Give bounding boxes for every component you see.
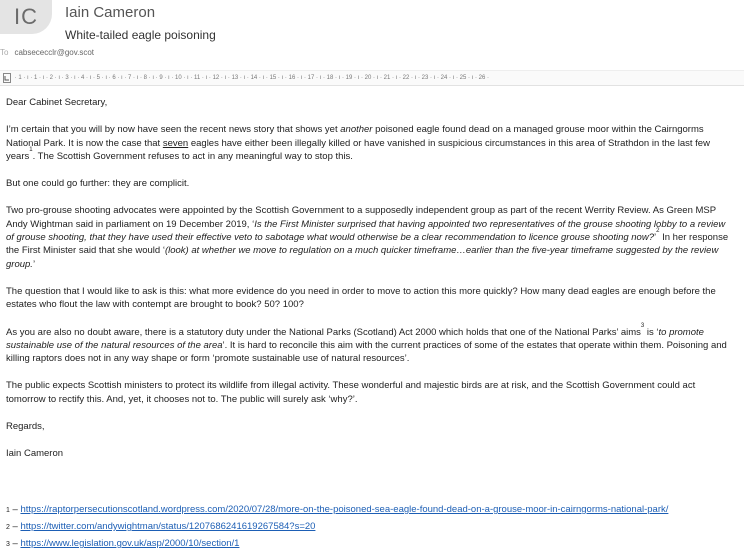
footnote-ref-3[interactable]: 3 (640, 322, 645, 329)
avatar: IC (0, 0, 52, 34)
footnote-link-1[interactable]: https://raptorpersecutionscotland.wordpress.com/2020/07/28/more-on-the-poisoned-sea-eagle-found-dead-on-a-grouse-moor-in-cairngorms-national-park/ (20, 504, 669, 515)
footnote-link-2[interactable]: https://twitter.com/andywightman/status/1207686241619267584?s=20 (20, 521, 316, 532)
recipient-row (0, 48, 94, 57)
paragraph-1: I’m certain that you will by now have seen the recent news story that shows yet another poisoned eagle found dead on a managed grouse moor within the Cairngorms National Park. It is now the case that seven eagles have either been illegally killed or have vanished in suspicious circumstances in this area of Strathdon in the last few years$^1$. The Scottish Government refuses to act in any meaningful way to stop this. (6, 124, 710, 162)
footnote-3: 3 – https://www.legislation.gov.uk/asp/2000/10/section/1 (6, 538, 240, 549)
tab-stop-icon[interactable] (3, 73, 11, 83)
paragraph-6: The public expects Scottish ministers to protect its wildlife from illegal activity. These wonderful and majestic birds are at risk, and the Scottish Government could act tomorrow to rectify this. And, yet, it chooses not to. The public will surely ask ‘why?’. (6, 380, 696, 405)
paragraph-3: Two pro-grouse shooting advocates were appointed by the Scottish Government to a supposedly independent group as part of the recent Werrity Review. As Green MSP Andy Wightman said in parliament on 19 December 2019, ‘Is the First Minister surprised that having appointed two representatives of the grouse shooting lobby to a review of grouse shooting, that they have used their effective veto to sabotage what would otherwise be a clear recommendation to licence grouse shooting now?’$^2$ In her response the First Minister said that she would ‘(look) at whether we move to regulation on a much quicker timeframe…earlier than the five-year timeframe suggested by the review group.’ (6, 205, 729, 270)
greeting: Dear Cabinet Secretary, (6, 97, 108, 108)
email-subject: White-tailed eagle poisoning (65, 28, 216, 42)
footnotes (6, 502, 668, 553)
footnote-ref-2[interactable]: 2 (656, 228, 660, 235)
paragraph-5: As you are also no doubt aware, there is a statutory duty under the National Parks (Scotland) Act 2000 which holds that one of the National Parks’ aims$^3$ is ‘to promote sustainable use of the natural resources of the area’. It is hard to reconcile this aim with the current practices of some of the estates that operate within them. Poisoning and killing raptors does not in any way shape or form ‘promote sustainable use of natural resources’. (6, 322, 727, 365)
paragraph-2: But one could go further: they are complicit. (6, 178, 190, 190)
ruler[interactable] (0, 70, 744, 86)
paragraph-4: The question that I would like to ask is this: what more evidence do you need in order to move to action this more quickly? How many dead eagles are enough before the estates who flout the law with contempt are brought to book? 50? 100? (6, 285, 716, 311)
footnote-2: 2 – https://twitter.com/andywightman/status/1207686241619267584?s=20 (6, 521, 316, 532)
footnote-1: 1 – https://raptorpersecutionscotland.wordpress.com/2020/07/28/more-on-the-poisoned-sea-eagle-found-dead-on-a-grouse-moor-in-cairngorms-national-park/ (6, 504, 669, 515)
sender-name[interactable]: Iain Cameron (65, 4, 156, 21)
footnote-ref-1[interactable]: 1 (29, 146, 33, 153)
to-address[interactable]: cabsececclr@gov.scot (14, 48, 95, 57)
signature: Iain Cameron (6, 448, 64, 460)
signoff: Regards, (6, 421, 45, 433)
footnote-link-3[interactable]: https://www.legislation.gov.uk/asp/2000/10/section/1 (20, 538, 240, 549)
ruler-scale: · 1 · ı · 1 · ı · 2 · ı · 3 · ı · 4 · ı · 5 · ı · 6 · ı · 7 · ı · 8 · ı · 9 · ı · 10 · ı · 11 · ı · 12 · ı · 13 · ı · 14 · ı · 15 · ı · 16 · ı · 17 · ı · 18 · ı · 19 · ı · 20 · ı · 21 · ı · 22 · ı · 23 · ı · 24 · ı · 25 · ı · 26 · (14, 75, 489, 81)
to-label: To (0, 48, 9, 57)
email-body[interactable] (6, 96, 734, 475)
